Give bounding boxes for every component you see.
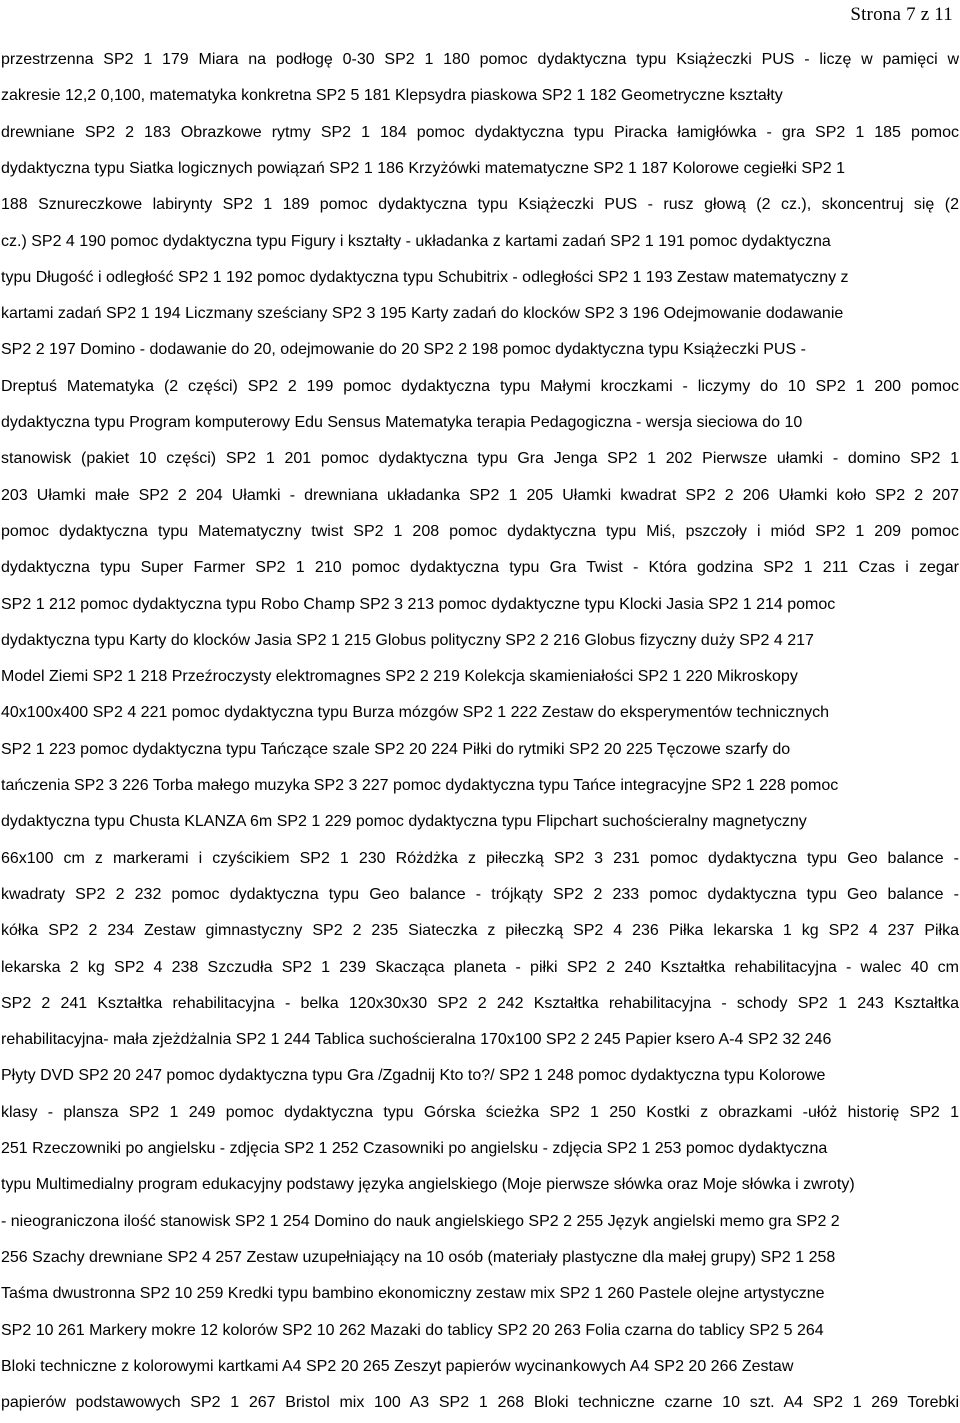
text-line: kwadraty SP2 2 232 pomoc dydaktyczna typu Geo balance - trójkąty SP2 2 233 pomoc dydaktyczna typu Geo balance -	[1, 885, 959, 903]
text-line: dydaktyczna typu Program komputerowy Edu Sensus Matematyka terapia Pedagogiczna - wersja sieciowa do 10	[1, 414, 803, 431]
text-line: SP2 1 223 pomoc dydaktyczna typu Tańczące szale SP2 20 224 Piłki do rytmiki SP2 20 225 Tęczowe szarfy do	[1, 740, 791, 758]
text-line: klasy - plansza SP2 1 249 pomoc dydaktyczna typu Górska ścieżka SP2 1 250 Kostki z obrazkami -ułóż historię SP2 1	[1, 1103, 959, 1121]
text-line: rehabilitacyjna- mała zjeżdżalnia SP2 1 244 Tablica suchościeralna 170x100 SP2 2 245 Papier ksero A-4 SP2 32 246	[1, 1031, 832, 1049]
text-line: papierów podstawowych SP2 1 267 Bristol mix 100 A3 SP2 1 268 Bloki techniczne czarne 10 szt. A4 SP2 1 269 Torebki	[1, 1394, 959, 1412]
text-line: SP2 10 261 Markery mokre 12 kolorów SP2 10 262 Mazaki do tablicy SP2 20 263 Folia czarna do tablicy SP2 5 264	[1, 1321, 824, 1339]
text-line: Model Ziemi SP2 1 218 Przeźroczysty elektromagnes SP2 2 219 Kolekcja skamieniałości SP2 1 220 Mikroskopy	[1, 668, 798, 686]
text-line: dydaktyczna typu Siatka logicznych powiązań SP2 1 186 Krzyżówki matematyczne SP2 1 187 Kolorowe cegiełki SP2 1	[1, 159, 845, 177]
text-line: kartami zadań SP2 1 194 Liczmany sześciany SP2 3 195 Karty zadań do klocków SP2 3 196 Odejmowanie dodawanie	[1, 305, 844, 323]
text-line: SP2 2 241 Kształtka rehabilitacyjna - belka 120x30x30 SP2 2 242 Kształtka rehabilitacyjna - schody SP2 1 243 Kształtka	[1, 994, 959, 1012]
text-line: pomoc dydaktyczna typu Matematyczny twist SP2 1 208 pomoc dydaktyczna typu Miś, pszczoły i miód SP2 1 209 pomoc	[1, 522, 959, 540]
text-line: dydaktyczna typu Karty do klocków Jasia SP2 1 215 Globus polityczny SP2 2 216 Globus fizyczny duży SP2 4 217	[1, 631, 814, 649]
text-line: dydaktyczna typu Super Farmer SP2 1 210 pomoc dydaktyczna typu Gra Twist - Która godzina SP2 1 211 Czas i zegar	[1, 559, 959, 577]
text-line: typu Multimedialny program edukacyjny podstawy języka angielskiego (Moje pierwsze słówka oraz Moje słówka i zwroty)	[1, 1176, 855, 1194]
text-line: stanowisk (pakiet 10 części) SP2 1 201 pomoc dydaktyczna typu Gra Jenga SP2 1 202 Pierwsze ułamki - domino SP2 1	[1, 450, 959, 468]
text-line: zakresie 12,2 0,100, matematyka konkretna SP2 5 181 Klepsydra piaskowa SP2 1 182 Geometryczne kształty	[1, 87, 783, 105]
text-line: Taśma dwustronna SP2 10 259 Kredki typu bambino ekonomiczny zestaw mix SP2 1 260 Pastele olejne artystyczne	[1, 1285, 825, 1303]
text-line: 251 Rzeczowniki po angielsku - zdjęcia SP2 1 252 Czasowniki po angielsku - zdjęcia SP2 1 253 pomoc dydaktyczna	[1, 1140, 828, 1157]
text-line: - nieograniczona ilość stanowisk SP2 1 254 Domino do nauk angielskiego SP2 2 255 Język angielski memo gra SP2 2	[1, 1212, 840, 1230]
text-line: Płyty DVD SP2 20 247 pomoc dydaktyczna typu Gra /Zgadnij Kto to?/ SP2 1 248 pomoc dydaktyczna typu Kolorowe	[1, 1067, 826, 1085]
text-line: typu Długość i odległość SP2 1 192 pomoc dydaktyczna typu Schubitrix - odległości SP2 1 193 Zestaw matematyczny z	[1, 268, 849, 286]
text-line: kółka SP2 2 234 Zestaw gimnastyczny SP2 2 235 Siateczka z piłeczką SP2 4 236 Piłka lekarska 1 kg SP2 4 237 Piłka	[1, 922, 959, 940]
text-line: tańczenia SP2 3 226 Torba małego muzyka SP2 3 227 pomoc dydaktyczna typu Tańce integracyjne SP2 1 228 pomoc	[1, 777, 839, 794]
text-line: dydaktyczna typu Chusta KLANZA 6m SP2 1 229 pomoc dydaktyczna typu Flipchart suchościeralny magnetyczny	[1, 813, 807, 831]
text-line: 203 Ułamki małe SP2 2 204 Ułamki - drewniana układanka SP2 1 205 Ułamki kwadrat SP2 2 206 Ułamki koło SP2 2 207	[1, 486, 959, 504]
text-line: Bloki techniczne z kolorowymi kartkami A4 SP2 20 265 Zeszyt papierów wycinankowych A4 SP2 20 266 Zestaw	[1, 1357, 794, 1375]
text-line: cz.) SP2 4 190 pomoc dydaktyczna typu Figury i kształty - układanka z kartami zadań SP2 1 191 pomoc dydaktyczna	[1, 232, 831, 250]
text-line: Dreptuś Matematyka (2 części) SP2 2 199 pomoc dydaktyczna typu Małymi kroczkami - liczymy do 10 SP2 1 200 pomoc	[1, 377, 959, 395]
text-line: przestrzenna SP2 1 179 Miara na podłogę 0-30 SP2 1 180 pomoc dydaktyczna typu Książeczki PUS - liczę w pamięci w	[1, 51, 959, 68]
page-number: Strona 7 z 11	[850, 4, 953, 25]
text-line: lekarska 2 kg SP2 4 238 Szczudła SP2 1 239 Skacząca planeta - piłki SP2 2 240 Kształtka rehabilitacyjna - walec 40 cm	[1, 958, 959, 976]
text-line: 66x100 cm z markerami i czyścikiem SP2 1 230 Różdżka z piłeczką SP2 3 231 pomoc dydaktyczna typu Geo balance -	[1, 849, 959, 867]
text-line: SP2 1 212 pomoc dydaktyczna typu Robo Champ SP2 3 213 pomoc dydaktyczne typu Klocki Jasia SP2 1 214 pomoc	[1, 595, 836, 613]
text-line: drewniane SP2 2 183 Obrazkowe rytmy SP2 1 184 pomoc dydaktyczna typu Piracka łamigłówka - gra SP2 1 185 pomoc	[1, 123, 959, 141]
text-line: 256 Szachy drewniane SP2 4 257 Zestaw uzupełniający na 10 osób (materiały plastyczne dla małej grupy) SP2 1 258	[1, 1248, 836, 1266]
text-line: SP2 2 197 Domino - dodawanie do 20, odejmowanie do 20 SP2 2 198 pomoc dydaktyczna typu Książeczki PUS -	[1, 341, 806, 359]
text-line: 40x100x400 SP2 4 221 pomoc dydaktyczna typu Burza mózgów SP2 1 222 Zestaw do eksperymentów technicznych	[1, 704, 830, 722]
text-line: 188 Sznureczkowe labirynty SP2 1 189 pomoc dydaktyczna typu Książeczki PUS - rusz głową (2 cz.), skoncentruj się (2	[1, 196, 959, 214]
